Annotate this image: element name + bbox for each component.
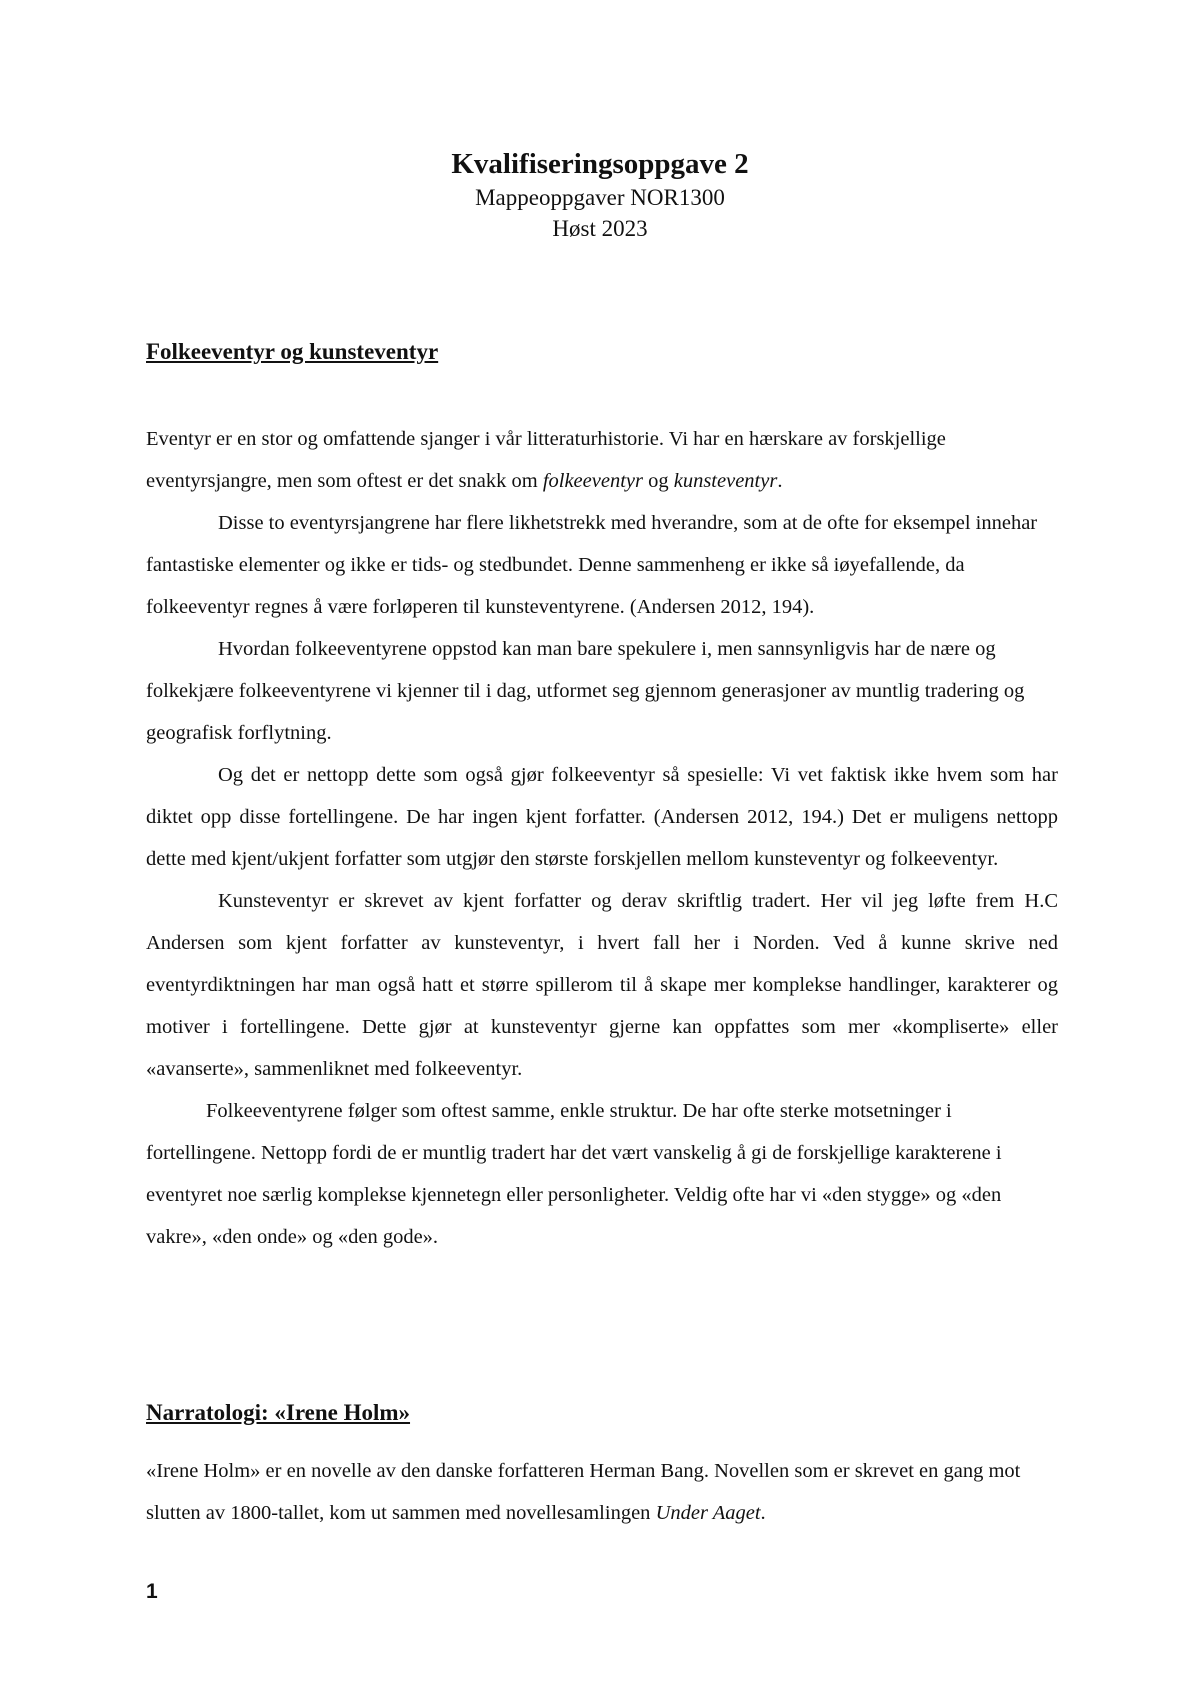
paragraph: Kunsteventyr er skrevet av kjent forfatter og derav skriftlig tradert. Her vil jeg løfte frem H.C Andersen som kjent forfatter av kunsteventyr, i hvert fall her i Norden. Ved å kunne skrive ned eventyrdiktningen har man også hatt et større spillerom til å skape mer komplekse handlinger, karakterer og motiver i fortellingene. Dette gjør at kunsteventyr gjerne kan oppfattes som mer «kompliserte» eller «avanserte», sammenliknet med folkeeventyr. <box>146 890 1058 1080</box>
paragraph <box>146 418 1058 502</box>
section-heading-narratologi: Narratologi: «Irene Holm» <box>146 1400 411 1425</box>
paragraph-text: og <box>642 470 674 492</box>
paragraph: Disse to eventyrsjangrene har flere likhetstrekk med hverandre, som at de ofte for eksempel innehar fantastiske elementer og ikke er tids- og stedbundet. Denne sammenheng er ikke så iøyefallende, da folkeeventyr regnes å være forløperen til kunsteventyrene. (Andersen 2012, 194). <box>146 512 1038 618</box>
section-body-folkeeventyr <box>146 418 1058 1258</box>
document-subtitle: Mappeoppgaver NOR1300 <box>475 185 725 210</box>
emphasis-text: Under Aaget <box>655 1502 761 1524</box>
section-heading-folkeeventyr: Folkeeventyr og kunsteventyr <box>146 339 439 364</box>
page-number: 1 <box>146 1580 158 1603</box>
paragraph-text: «Irene Holm» er en novelle av den danske forfatteren Herman Bang. Novellen som er skrevet en gang mot slutten av 1800-tallet, kom ut sammen med novellesamlingen <box>146 1460 1021 1524</box>
paragraph-text: . <box>760 1502 766 1524</box>
document-term: Høst 2023 <box>552 216 648 241</box>
paragraph: Folkeeventyrene følger som oftest samme, enkle struktur. De har ofte sterke motsetninger i fortellingene. Nettopp fordi de er muntlig tradert har det vært vanskelig å gi de forskjellige karakterene i eventyret noe særlig komplekse kjennetegn eller personligheter. Veldig ofte har vi «den stygge» og «den vakre», «den onde» og «den gode». <box>146 1100 1002 1248</box>
document-title: Kvalifiseringsoppgave 2 <box>451 148 749 180</box>
paragraph: Hvordan folkeeventyrene oppstod kan man bare spekulere i, men sannsynligvis har de nære og folkekjære folkeeventyrene vi kjenner til i dag, utformet seg gjennom generasjoner av muntlig tradering og geografisk forflytning. <box>146 638 1025 744</box>
paragraph: Og det er nettopp dette som også gjør folkeeventyr så spesielle: Vi vet faktisk ikke hvem som har diktet opp disse fortellingene. De har ingen kjent forfatter. (Andersen 2012, 194.) Det er muligens nettopp dette med kjent/ukjent forfatter som utgjør den største forskjellen mellom kunsteventyr og folkeeventyr. <box>146 764 1058 870</box>
paragraph-text: Eventyr er en stor og omfattende sjanger i vår litteraturhistorie. Vi har en hærskare av forskjellige eventyrsjangre, men som oftest er det snakk om <box>146 428 946 492</box>
paragraph <box>146 1450 1058 1534</box>
title-block <box>0 146 1200 244</box>
emphasis-text: folkeeventyr <box>542 470 643 492</box>
section-body-narratologi <box>146 1450 1058 1534</box>
paragraph-text: . <box>777 470 783 492</box>
emphasis-text: kunsteventyr <box>673 470 778 492</box>
